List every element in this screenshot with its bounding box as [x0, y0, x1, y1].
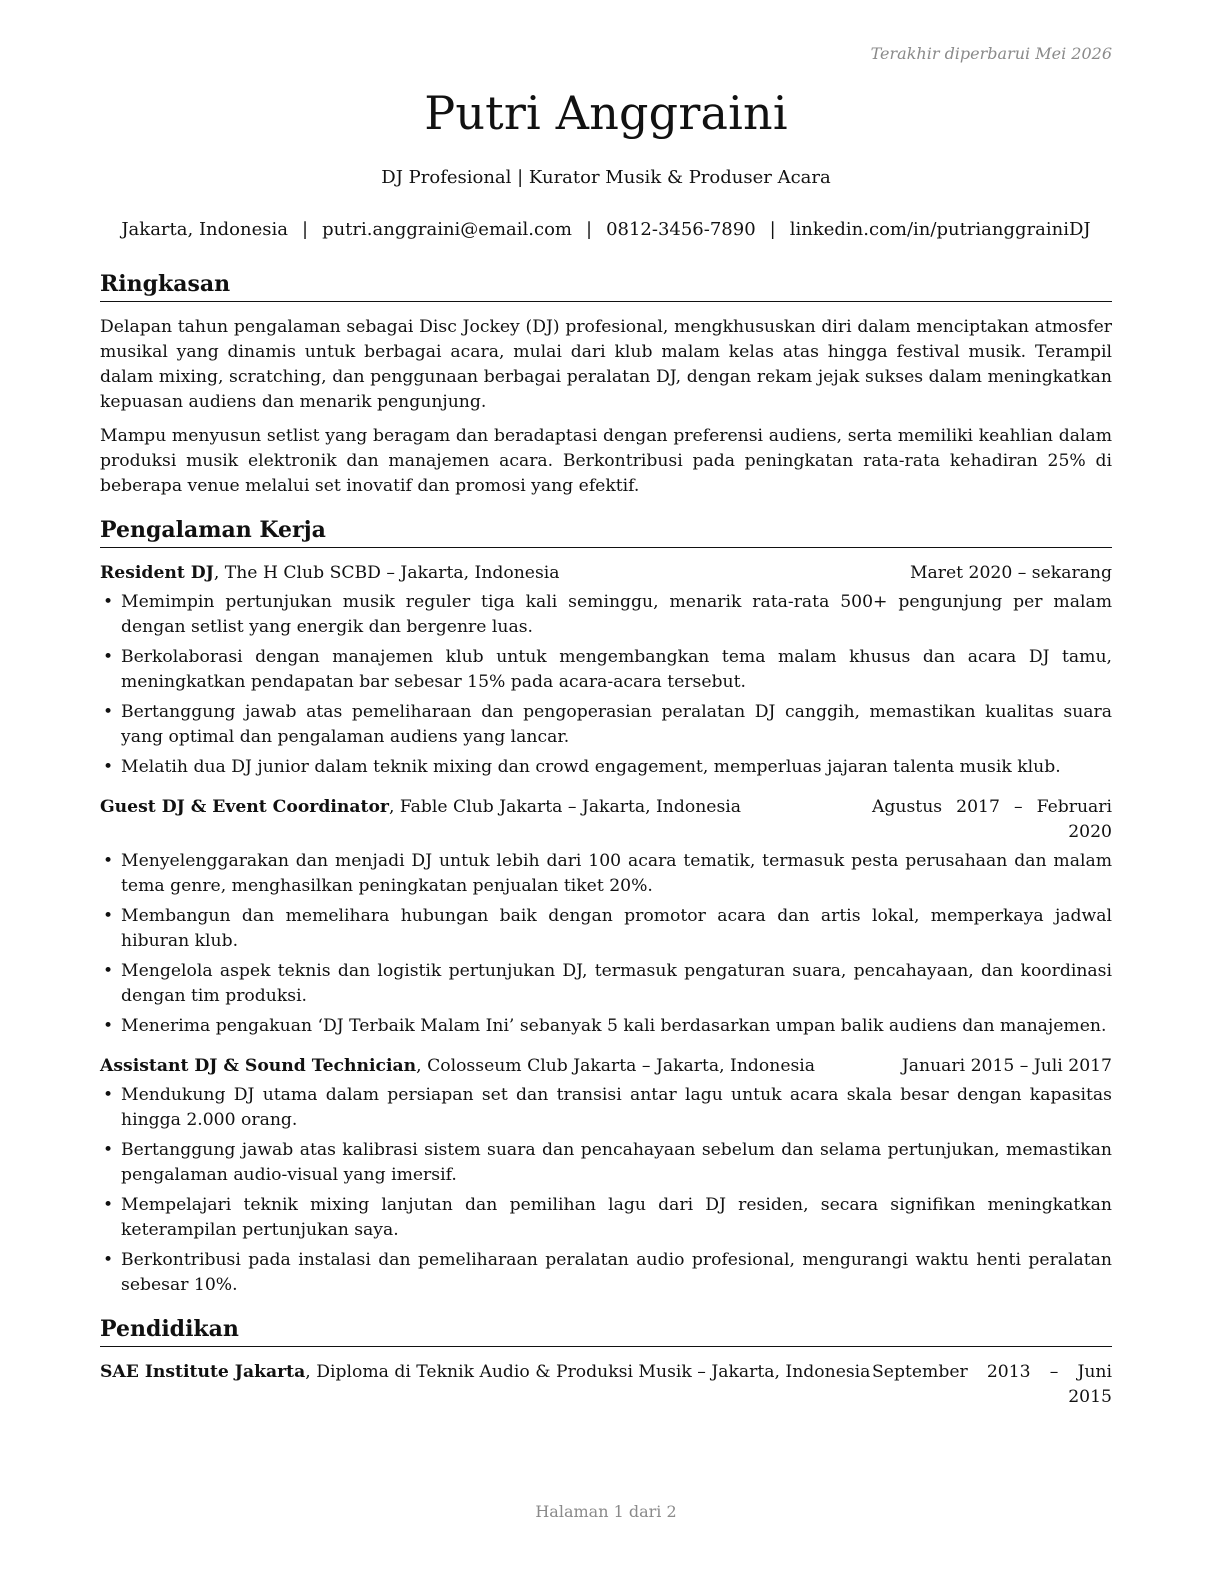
candidate-tagline: DJ Profesional | Kurator Musik & Produser Acara	[381, 167, 831, 188]
bullet-text: Mendukung DJ utama dalam persiapan set dan transisi antar lagu untuk acara skala besar dengan kapasitas hingga 2.000 orang.	[121, 1085, 1112, 1130]
list-item: • Memimpin pertunjukan musik reguler tiga kali seminggu, menarik rata-rata 500+ pengunjung per malam dengan setlist yang energik dan bergenre luas.	[103, 592, 1112, 637]
contact-separator: |	[585, 219, 593, 240]
job-bullets	[100, 849, 1112, 1039]
job-bullets	[100, 590, 1112, 780]
job-dates: Januari 2015 – Juli 2017	[901, 1056, 1112, 1076]
contact-email[interactable]: putri.anggraini@email.com	[322, 219, 572, 240]
bullet-text: Mempelajari teknik mixing lanjutan dan pemilihan lagu dari DJ residen, secara signifikan meningkatkan keterampilan pertunjukan saya.	[121, 1195, 1112, 1240]
contact-separator: |	[301, 219, 309, 240]
job-entry	[100, 561, 1112, 780]
job-organization: , The H Club SCBD – Jakarta, Indonesia	[213, 563, 560, 583]
job-entry	[100, 1054, 1112, 1298]
job-dates: Maret 2020 – sekarang	[909, 563, 1112, 583]
job-title: Resident DJ	[100, 563, 214, 583]
education-entry	[100, 1360, 1112, 1410]
summary-paragraph: Mampu menyusun setlist yang beragam dan beradaptasi dengan preferensi audiens, serta memiliki keahlian dalam produksi musik elektronik dan manajemen acara. Berkontribusi pada peningkatan rata-rata kehadiran 25% di beberapa venue melalui set inovatif dan promosi yang efektif.	[100, 426, 1112, 496]
job-header	[100, 1054, 1112, 1079]
list-item: • Berkolaborasi dengan manajemen klub untuk mengembangkan tema malam khusus dan acara DJ tamu, meningkatkan pendapatan bar sebesar 15% pada acara-acara tersebut.	[103, 647, 1112, 692]
contact-line	[100, 219, 1112, 240]
list-item: • Menyelenggarakan dan menjadi DJ untuk lebih dari 100 acara tematik, termasuk pesta perusahaan dan malam tema genre, menghasilkan peningkatan penjualan tiket 20%.	[103, 851, 1112, 896]
resume-body	[100, 268, 1112, 1414]
bullet-text: Berkolaborasi dengan manajemen klub untuk mengembangkan tema malam khusus dan acara DJ tamu, meningkatkan pendapatan bar sebesar 15% pada acara-acara tersebut.	[121, 647, 1112, 692]
resume-page	[100, 0, 1112, 1584]
section-heading-experience: Pengalaman Kerja	[100, 514, 1112, 548]
last-updated-note: Terakhir diperbarui Mei 2026	[870, 44, 1112, 63]
summary-section	[100, 268, 1112, 499]
bullet-text: Melatih dua DJ junior dalam teknik mixing dan crowd engagement, memperluas jajaran talenta musik klub.	[121, 757, 1061, 777]
bullet-text: Berkontribusi pada instalasi dan pemeliharaan peralatan audio profesional, mengurangi waktu henti peralatan sebesar 10%.	[121, 1250, 1112, 1295]
bullet-text: Memimpin pertunjukan musik reguler tiga kali seminggu, menarik rata-rata 500+ pengunjung per malam dengan setlist yang energik dan bergenre luas.	[121, 592, 1112, 637]
list-item: • Membangun dan memelihara hubungan baik dengan promotor acara dan artis lokal, memperkaya jadwal hiburan klub.	[103, 906, 1112, 951]
list-item: • Mendukung DJ utama dalam persiapan set dan transisi antar lagu untuk acara skala besar dengan kapasitas hingga 2.000 orang.	[103, 1085, 1112, 1130]
education-section	[100, 1313, 1112, 1410]
candidate-name: Putri Anggraini	[424, 86, 788, 140]
list-item: • Menerima pengakuan ‘DJ Terbaik Malam Ini’ sebanyak 5 kali berdasarkan umpan balik audiens dan manajemen.	[103, 1016, 1107, 1036]
bullet-text: Menerima pengakuan ‘DJ Terbaik Malam Ini’ sebanyak 5 kali berdasarkan umpan balik audiens dan manajemen.	[121, 1016, 1107, 1036]
contact-location: Jakarta, Indonesia	[121, 219, 288, 240]
school-name: SAE Institute Jakarta	[100, 1362, 306, 1382]
summary-paragraph: Delapan tahun pengalaman sebagai Disc Jockey (DJ) profesional, mengkhususkan diri dalam menciptakan atmosfer musikal yang dinamis untuk berbagai acara, mulai dari klub malam kelas atas hingga festival musik. Terampil dalam mixing, scratching, dan penggunaan berbagai peralatan DJ, dengan rekam jejak sukses dalam meningkatkan kepuasan audiens dan menarik pengunjung.	[100, 317, 1112, 412]
education-dates: September 2013 – Juni 2015	[872, 1362, 1112, 1407]
job-title: Assistant DJ & Sound Technician	[100, 1056, 417, 1076]
list-item: • Bertanggung jawab atas kalibrasi sistem suara dan pencahayaan sebelum dan selama pertunjukan, memastikan pengalaman audio-visual yang imersif.	[103, 1140, 1112, 1185]
job-header	[100, 795, 1112, 845]
education-detail: , Diploma di Teknik Audio & Produksi Musik – Jakarta, Indonesia	[305, 1362, 871, 1382]
experience-section	[100, 514, 1112, 1298]
section-heading-summary: Ringkasan	[100, 268, 1112, 302]
bullet-text: Bertanggung jawab atas kalibrasi sistem suara dan pencahayaan sebelum dan selama pertunjukan, memastikan pengalaman audio-visual yang imersif.	[121, 1140, 1112, 1185]
job-header	[100, 561, 1112, 586]
list-item: • Berkontribusi pada instalasi dan pemeliharaan peralatan audio profesional, mengurangi waktu henti peralatan sebesar 10%.	[103, 1250, 1112, 1295]
list-item: • Mengelola aspek teknis dan logistik pertunjukan DJ, termasuk pengaturan suara, pencahayaan, dan koordinasi dengan tim produksi.	[103, 961, 1112, 1006]
job-entry	[100, 795, 1112, 1039]
page-number: Halaman 1 dari 2	[535, 1502, 677, 1521]
list-item: • Mempelajari teknik mixing lanjutan dan pemilihan lagu dari DJ residen, secara signifikan meningkatkan keterampilan pertunjukan saya.	[103, 1195, 1112, 1240]
list-item: • Melatih dua DJ junior dalam teknik mixing dan crowd engagement, memperluas jajaran talenta musik klub.	[103, 757, 1061, 777]
contact-phone: 0812-3456-7890	[606, 219, 756, 240]
section-heading-education: Pendidikan	[100, 1313, 1112, 1347]
bullet-text: Membangun dan memelihara hubungan baik dengan promotor acara dan artis lokal, memperkaya jadwal hiburan klub.	[121, 906, 1112, 951]
bullet-text: Mengelola aspek teknis dan logistik pertunjukan DJ, termasuk pengaturan suara, pencahayaan, dan koordinasi dengan tim produksi.	[121, 961, 1112, 1006]
job-title: Guest DJ & Event Coordinator	[100, 797, 389, 817]
job-organization: , Colosseum Club Jakarta – Jakarta, Indonesia	[416, 1056, 816, 1076]
bullet-text: Bertanggung jawab atas pemeliharaan dan pengoperasian peralatan DJ canggih, memastikan kualitas suara yang optimal dan pengalaman audiens yang lancar.	[121, 702, 1112, 747]
list-item: • Bertanggung jawab atas pemeliharaan dan pengoperasian peralatan DJ canggih, memastikan kualitas suara yang optimal dan pengalaman audiens yang lancar.	[103, 702, 1112, 747]
contact-linkedin[interactable]: linkedin.com/in/putrianggrainiDJ	[789, 219, 1091, 240]
job-bullets	[100, 1083, 1112, 1298]
job-organization: , Fable Club Jakarta – Jakarta, Indonesia	[388, 797, 742, 817]
job-dates: Agustus 2017 – Februari 2020	[872, 797, 1112, 842]
contact-separator: |	[769, 219, 776, 240]
bullet-text: Menyelenggarakan dan menjadi DJ untuk lebih dari 100 acara tematik, termasuk pesta perusahaan dan malam tema genre, menghasilkan peningkatan penjualan tiket 20%.	[121, 851, 1112, 896]
